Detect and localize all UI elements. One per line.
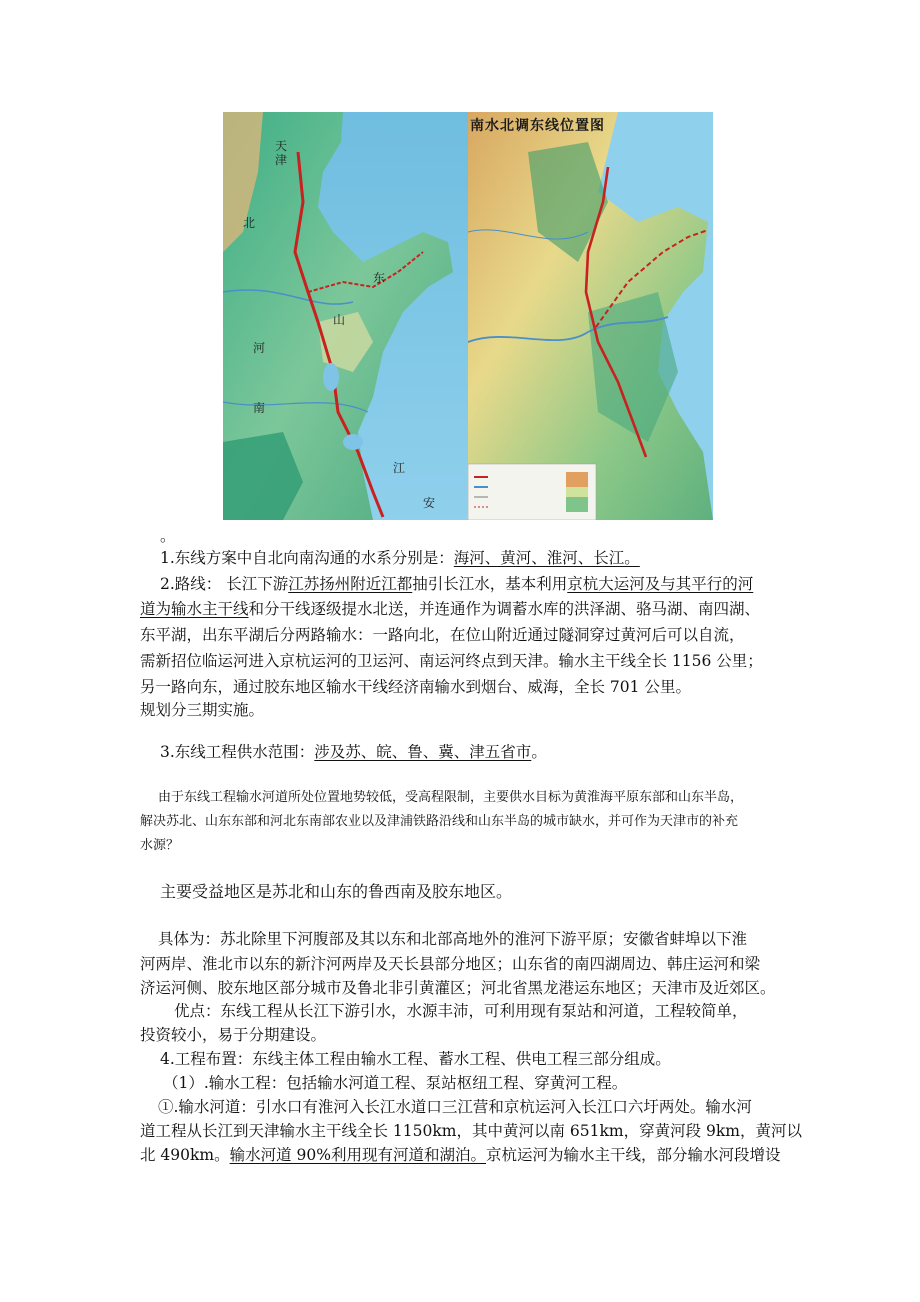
paragraph-4-2-line-1: ①.输水河道：引水口有淮河入长江水道口三江营和京杭运河入长江口六圩两处。输水河 (158, 1098, 752, 1116)
p2-l2-b: 和分干线逐级提水北送，并连通作为调蓄水库的洪泽湖、骆马湖、南四湖、 (248, 600, 761, 618)
right-map-title: 南水北调东线位置图 (470, 118, 605, 134)
note-line-3: 水源？ (140, 838, 180, 853)
p1-underlined: 海河、黄河、淮河、长江。 (453, 549, 640, 567)
paragraph-2-line-3: 东平湖，出东平湖后分两路输水：一路向北，在位山附近通过隧洞穿过黄河后可以自流， (140, 626, 745, 644)
svg-text:山: 山 (333, 313, 346, 327)
paragraph-2-line-6: 规划分三期实施。 (140, 701, 265, 719)
paragraph-4: 4.工程布置：东线主体工程由输水工程、蓄水工程、供电工程三部分组成。 (160, 1050, 671, 1068)
note-line-1: 由于东线工程输水河道所处位置地势较低，受高程限制，主要供水目标为黄淮海平原东部和山东半岛， (158, 790, 744, 805)
paragraph-4-2-line-3 (140, 1142, 800, 1168)
svg-text:河: 河 (253, 341, 266, 355)
p4-2-l3-underlined: 输水河道 90%利用现有河道和湖泊。 (229, 1146, 486, 1164)
svg-text:安: 安 (423, 496, 436, 510)
figure-caption: 。 (160, 527, 176, 545)
paragraph-4-2-line-2: 道工程从长江到天津输水主干线全长 1150km，其中黄河以南 651km，穿黄河段 9km，黄河以 (140, 1122, 802, 1140)
paragraph-2-line-2 (140, 596, 800, 622)
svg-text:津: 津 (275, 153, 288, 167)
advantages-line-1: 优点：东线工程从长江下游引水，水源丰沛，可利用现有泵站和河道，工程较简单， (174, 1002, 748, 1020)
advantages-line-2: 投资较小，易于分期建设。 (140, 1026, 327, 1044)
p4-2-l3-a: 北 490km。 (140, 1146, 230, 1164)
east-route-map-right (468, 112, 713, 520)
detail-line-2: 河两岸、淮北市以东的新汴河两岸及天长县部分地区；山东省的南四湖周边、韩庄运河和梁 (140, 955, 761, 973)
paragraph-2-line-1 (160, 571, 820, 597)
east-route-map-image (223, 112, 468, 520)
p1-prefix: 1.东线方案中自北向南沟通的水系分别是： (160, 549, 454, 567)
p3-prefix: 3.东线工程供水范围： (160, 743, 315, 761)
paragraph-1 (160, 545, 820, 571)
svg-text:天: 天 (275, 139, 288, 153)
p3-underlined: 涉及苏、皖、鲁、冀、津五省市 (314, 743, 532, 761)
p2-l2-underlined: 道为输水主干线 (140, 600, 249, 618)
svg-text:北: 北 (243, 216, 256, 230)
p2-l1-b: 抽引长江水，基本利用 (412, 575, 568, 593)
svg-text:江: 江 (393, 461, 406, 475)
detail-line-3: 济运河侧、胶东地区部分城市及鲁北非引黄灌区；河北省黑龙港运东地区；天津市及近郊区。 (140, 979, 776, 997)
p2-l1-a: 2.路线： 长江下游 (160, 575, 289, 593)
paragraph-4-1: （1）.输水工程：包括输水河道工程、泵站枢纽工程、穿黄河工程。 (163, 1074, 628, 1092)
p4-2-l3-b: 京杭运河为输水主干线，部分输水河段增设 (486, 1146, 781, 1164)
paragraph-2-line-4: 需新招位临运河进入京杭运河的卫运河、南运河终点到天津。输水主干线全长 1156 公里； (140, 652, 763, 670)
svg-text:南: 南 (253, 401, 266, 415)
east-route-location-map-image (468, 112, 713, 520)
paragraph-2-line-5: 另一路向东，通过胶东地区输水干线经济南输水到烟台、威海，全长 701 公里。 (140, 678, 691, 696)
p2-l1-underlined-1: 江苏扬州附近江都 (288, 575, 413, 593)
detail-line-1: 具体为：苏北除里下河腹部及其以东和北部高地外的淮河下游平原；安徽省蚌埠以下淮 (158, 930, 748, 948)
note-line-2: 解决苏北、山东东部和河北东南部农业以及津浦铁路沿线和山东半岛的城市缺水，并可作为天津市的补充 (140, 814, 739, 829)
route-maps-figure (223, 112, 713, 520)
benefit-paragraph: 主要受益地区是苏北和山东的鲁西南及胶东地区。 (160, 882, 513, 901)
east-route-map-left (223, 112, 468, 520)
paragraph-3 (160, 739, 820, 765)
svg-text:东: 东 (373, 271, 386, 285)
p3-suffix: 。 (531, 743, 547, 761)
p2-l1-underlined-2: 京杭大运河及与其平行的河 (567, 575, 754, 593)
